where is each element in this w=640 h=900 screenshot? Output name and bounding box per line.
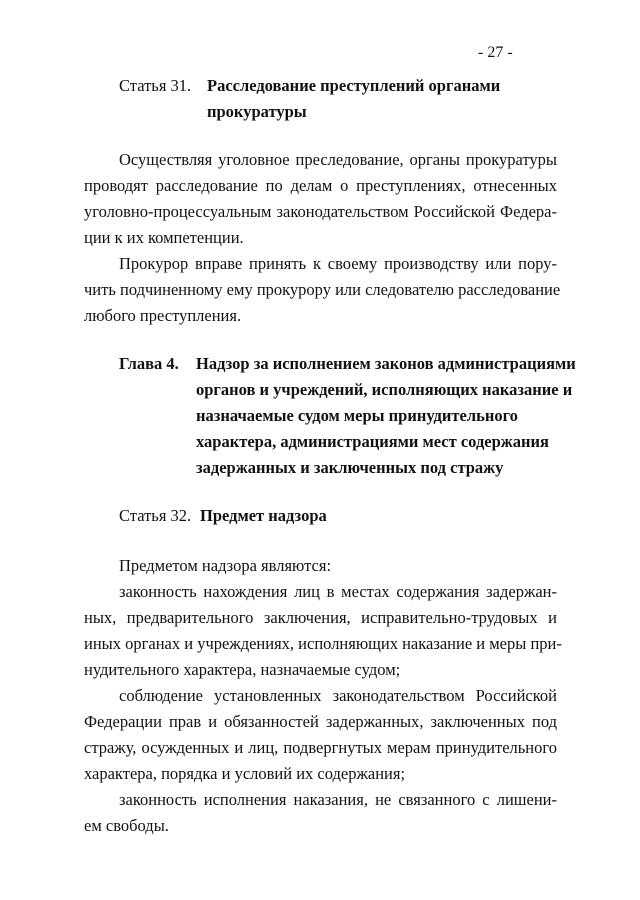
paragraph-line: соблюдение установленных законодательством Российской bbox=[119, 686, 557, 705]
article-32-label: Статья 32. bbox=[119, 506, 192, 525]
article-32-title: Предмет надзора bbox=[200, 506, 327, 525]
paragraph-line: стражу, осужденных и лиц, подвергнутых мерам принудительного bbox=[84, 738, 557, 757]
chapter-4-title-line: назначаемые судом меры принудительного bbox=[196, 406, 518, 425]
paragraph-line: уголовно-процессуальным законодательством Российской Федера- bbox=[84, 202, 557, 221]
paragraph-line: любого преступления. bbox=[84, 306, 242, 325]
paragraph-line: чить подчиненному ему прокурору или следователю расследование bbox=[84, 280, 561, 299]
paragraph-line: законность исполнения наказания, не связанного с лишени- bbox=[119, 790, 557, 809]
paragraph-line: ем свободы. bbox=[84, 816, 169, 835]
chapter-4-label: Глава 4. bbox=[119, 354, 179, 373]
paragraph-line: Осуществляя уголовное преследование, органы прокуратуры bbox=[119, 150, 557, 169]
article-31-title-line2: прокуратуры bbox=[207, 102, 307, 121]
paragraph-line: ных, предварительного заключения, исправительно-трудовых и bbox=[84, 608, 557, 627]
paragraph-line: Федерации прав и обязанностей задержанных, заключенных под bbox=[84, 712, 557, 731]
chapter-4-title-line: органов и учреждений, исполняющих наказание и bbox=[196, 380, 573, 399]
paragraph-line: ции к их компетенции. bbox=[84, 228, 244, 247]
chapter-4-title-line: задержанных и заключенных под стражу bbox=[196, 458, 504, 477]
chapter-4-title-line: характера, администрациями мест содержания bbox=[196, 432, 549, 451]
paragraph-line: проводят расследование по делам о преступлениях, отнесенных bbox=[84, 176, 557, 195]
paragraph-line: нудительного характера, назначаемые судом; bbox=[84, 660, 401, 679]
chapter-4-title-line: Надзор за исполнением законов администрациями bbox=[196, 354, 576, 373]
article-31-label: Статья 31. bbox=[119, 76, 192, 95]
paragraph-line: Прокурор вправе принять к своему производству или пору- bbox=[119, 254, 557, 273]
page-number: - 27 - bbox=[478, 44, 513, 61]
paragraph-line: характера, порядка и условий их содержания; bbox=[84, 764, 406, 783]
paragraph-line: законность нахождения лиц в местах содержания задержан- bbox=[119, 582, 557, 601]
paragraph-line: Предметом надзора являются: bbox=[119, 556, 332, 575]
article-31-title-line1: Расследование преступлений органами bbox=[207, 76, 501, 95]
paragraph-line: иных органах и учреждениях, исполняющих наказание и меры при- bbox=[84, 634, 562, 653]
